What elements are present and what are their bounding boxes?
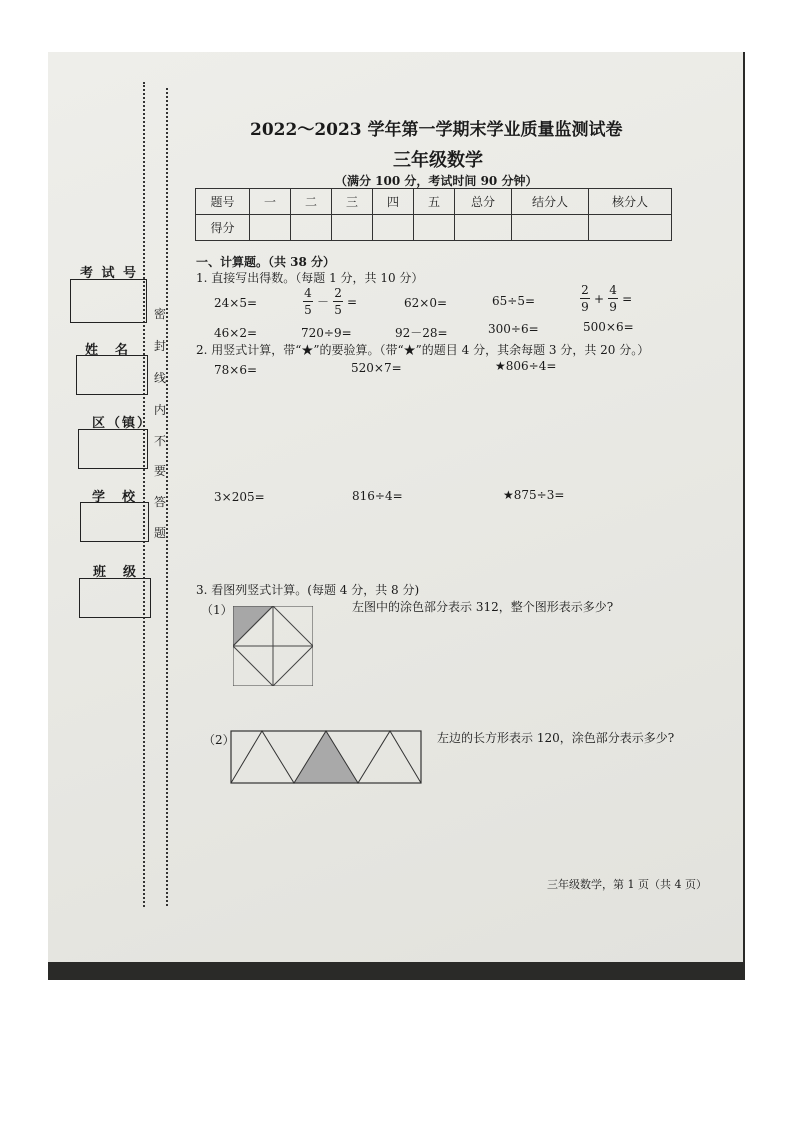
exam-number-label: 考 试 号 — [80, 266, 139, 281]
score-cell[interactable] — [291, 215, 332, 241]
table-row — [196, 215, 672, 241]
class-label: 班 级 — [93, 565, 139, 580]
section-heading: 一、计算题。（共 38 分） — [196, 255, 336, 269]
q1-item: 46×2= — [214, 326, 258, 340]
table-cell: 核分人 — [589, 189, 672, 215]
q3-figure-rectangle — [230, 729, 422, 785]
exam-subtitle: 三年级数学 — [393, 150, 483, 171]
denominator: 5 — [334, 303, 342, 317]
table-row — [196, 189, 672, 215]
q2-item: ★875÷3= — [503, 488, 565, 502]
exam-note: （满分 100 分，考试时间 90 分钟） — [335, 174, 538, 188]
question-1-text: 1. 直接写出得数。（每题 1 分，共 10 分） — [196, 271, 424, 285]
denominator: 9 — [581, 300, 589, 314]
seal-char: 不 — [153, 434, 166, 448]
seal-char: 密 — [153, 307, 166, 321]
equals: = — [347, 294, 358, 309]
q1-item: 65÷5= — [492, 294, 536, 308]
equals: = — [622, 291, 633, 306]
table-cell: 五 — [414, 189, 455, 215]
q3-part2-label: （2） — [203, 733, 235, 747]
fraction — [303, 287, 313, 316]
seal-char: 线 — [153, 371, 166, 385]
q2-item: ★806÷4= — [495, 359, 557, 373]
q3-part1-label: （1） — [201, 603, 233, 617]
fraction — [580, 284, 590, 313]
score-cell[interactable] — [455, 215, 512, 241]
q2-item: 78×6= — [214, 363, 258, 377]
q2-item: 520×7= — [351, 361, 402, 375]
q1-fraction-item-1 — [303, 287, 357, 316]
name-box[interactable] — [76, 355, 148, 395]
question-3-text: 3. 看图列竖式计算。(每题 4 分，共 8 分) — [196, 583, 420, 597]
exam-number-box[interactable] — [70, 279, 147, 323]
seal-char: 要 — [153, 464, 166, 478]
binding-line-left — [143, 82, 145, 907]
numerator: 4 — [609, 283, 617, 297]
q1-fraction-item-2 — [580, 284, 632, 313]
score-cell[interactable] — [250, 215, 291, 241]
score-cell[interactable] — [414, 215, 455, 241]
seal-char: 题 — [153, 526, 166, 540]
q1-item: 500×6= — [583, 320, 634, 334]
table-cell: 二 — [291, 189, 332, 215]
q1-item: 62×0= — [404, 296, 448, 310]
q1-item: 24×5= — [214, 296, 258, 310]
seal-char: 封 — [153, 339, 166, 353]
numerator: 2 — [581, 283, 589, 297]
fraction — [608, 284, 618, 313]
seal-char: 内 — [153, 403, 166, 417]
q2-item: 816÷4= — [352, 489, 403, 503]
score-cell[interactable] — [332, 215, 373, 241]
table-cell: 结分人 — [512, 189, 589, 215]
table-cell: 四 — [373, 189, 414, 215]
q1-item: 92－28= — [395, 326, 448, 340]
q3-part2-text: 左边的长方形表示 120，涂色部分表示多少? — [437, 731, 675, 745]
denominator: 5 — [304, 303, 312, 317]
operator: + — [594, 291, 605, 306]
q3-part1-text: 左图中的涂色部分表示 312，整个图形表示多少? — [352, 600, 614, 614]
numerator: 2 — [334, 286, 342, 300]
q1-item: 720÷9= — [301, 326, 352, 340]
q1-item: 300÷6= — [488, 322, 539, 336]
table-cell: 三 — [332, 189, 373, 215]
fraction — [333, 287, 343, 316]
name-label: 姓 名 — [85, 343, 131, 358]
q2-item: 3×205= — [214, 490, 265, 504]
page-footer: 三年级数学，第 1 页（共 4 页） — [547, 878, 707, 891]
q3-figure-square — [233, 606, 313, 686]
district-box[interactable] — [78, 429, 148, 469]
school-box[interactable] — [80, 502, 149, 542]
denominator: 9 — [609, 300, 617, 314]
class-box[interactable] — [79, 578, 151, 618]
exam-title: 2022～2023 学年第一学期末学业质量监测试卷 — [250, 120, 623, 140]
district-label: 区（镇） — [92, 416, 153, 431]
score-cell[interactable] — [373, 215, 414, 241]
table-cell: 得分 — [196, 215, 250, 241]
operator: － — [317, 295, 330, 309]
score-cell[interactable] — [512, 215, 589, 241]
table-cell: 总分 — [455, 189, 512, 215]
seal-char: 答 — [153, 495, 166, 509]
table-cell: 题号 — [196, 189, 250, 215]
score-cell[interactable] — [589, 215, 672, 241]
numerator: 4 — [304, 286, 312, 300]
score-table — [195, 188, 672, 241]
question-2-text: 2. 用竖式计算，带“★”的要验算。（带“★”的题目 4 分，其余每题 3 分，共 20 分。） — [196, 343, 650, 357]
table-cell: 一 — [250, 189, 291, 215]
school-label: 学 校 — [92, 490, 138, 505]
